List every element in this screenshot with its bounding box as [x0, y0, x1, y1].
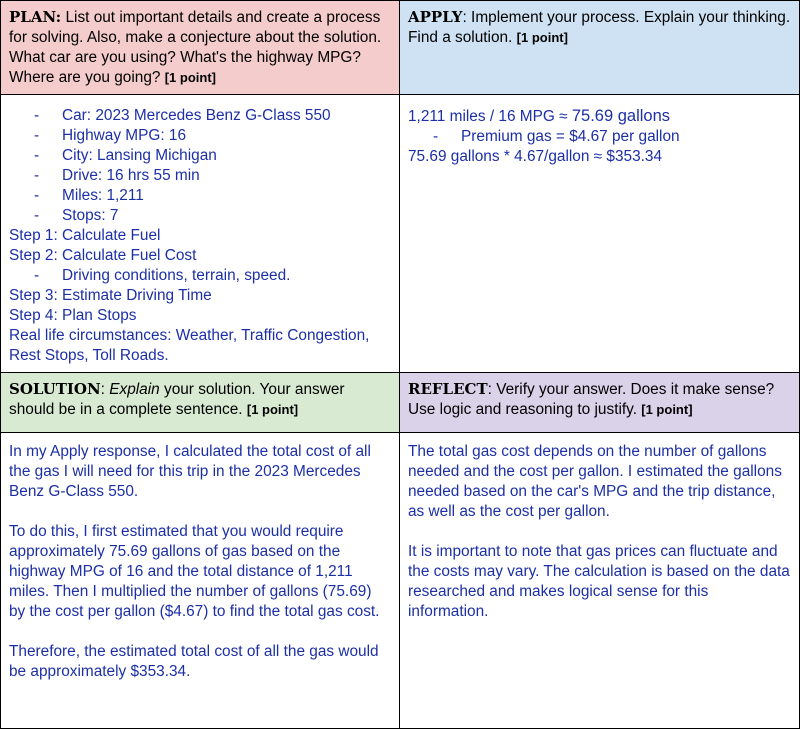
reflect-points: [1 point] [641, 402, 693, 417]
plan-step-3: Step 3: Estimate Driving Time [9, 287, 212, 304]
solution-points: [1 point] [246, 402, 299, 417]
solution-prompt-emphasis: Explain [109, 381, 160, 398]
apply-line-1-result: 75.69 gallons [571, 107, 671, 125]
apply-prompt: : Implement your process. Explain your thinking. Find a solution. [408, 9, 791, 46]
plan-circumstances: Real life circumstances: Weather, Traffic Congestion, Rest Stops, Toll Roads. [9, 327, 370, 364]
plan-points: [1 point] [164, 70, 216, 85]
plan-step-2-sub: - Driving conditions, terrain, speed. [9, 266, 391, 286]
solution-label: SOLUTION [9, 380, 101, 398]
plan-detail-drive: - Drive: 16 hrs 55 min [9, 166, 391, 186]
plan-prompt: List out important details and create a process for solving. Also, make a conjecture about the solution. What car are you using? What's the highway MPG? Where are you going? [9, 9, 382, 86]
plan-step-1: Step 1: Calculate Fuel [9, 227, 161, 244]
apply-line-2: - Premium gas = $4.67 per gallon [408, 127, 791, 147]
plan-detail-stops: - Stops: 7 [9, 206, 391, 226]
plan-label: PLAN: [9, 8, 62, 26]
apply-line-3: 75.69 gallons * 4.67/gallon ≈ $353.34 [408, 148, 663, 165]
apply-header-cell [399, 0, 800, 95]
reflect-paragraph-1: The total gas cost depends on the number of gallons needed and the cost per gallon. I estimated the gallons needed based on the car's MPG and the trip distance, as well as the cost per gallon. [408, 443, 782, 520]
reflect-label: REFLECT [408, 380, 488, 398]
plan-detail-car: - Car: 2023 Mercedes Benz G-Class 550 [9, 106, 391, 126]
solution-paragraph-2: To do this, I first estimated that you would require approximately 75.69 gallons of gas based on the highway MPG of 16 and the total distance of 1,211 miles. Then I multiplied the number of gallons (75.69) by the cost per gallon ($4.67) to find the total gas cost. [9, 523, 380, 620]
plan-step-2: Step 2: Calculate Fuel Cost [9, 247, 197, 264]
apply-line-1 [408, 106, 791, 127]
solution-prompt-start: : [100, 381, 110, 398]
reflect-prompt: : Verify your answer. Does it make sense? Use logic and reasoning to justify. [408, 381, 775, 418]
apply-label: APPLY [408, 8, 463, 26]
reflect-response-cell [399, 432, 800, 729]
plan-detail-city: - City: Lansing Michigan [9, 146, 391, 166]
plan-response-cell [0, 94, 400, 373]
plan-step-4: Step 4: Plan Stops [9, 307, 137, 324]
reflect-paragraph-2: It is important to note that gas prices can fluctuate and the costs may vary. The calculation is based on the data researched and makes logical sense for this information. [408, 543, 790, 620]
plan-header-cell [0, 0, 400, 95]
reflect-header-cell [399, 372, 800, 433]
plan-detail-miles: - Miles: 1,211 [9, 186, 391, 206]
plan-detail-mpg: - Highway MPG: 16 [9, 126, 391, 146]
solution-prompt-end: your solution. Your answer should be in a complete sentence. [9, 381, 345, 418]
apply-line-1-calc: 1,211 miles / 16 MPG ≈ [408, 108, 572, 125]
solution-paragraph-1: In my Apply response, I calculated the total cost of all the gas I will need for this trip in the 2023 Mercedes Benz G-Class 550. [9, 443, 371, 500]
solution-header-cell [0, 372, 400, 433]
apply-response-cell [399, 94, 800, 373]
apply-points: [1 point] [516, 30, 568, 45]
solution-response-cell [0, 432, 400, 729]
solution-paragraph-3: Therefore, the estimated total cost of all the gas would be approximately $353.34. [9, 643, 379, 680]
